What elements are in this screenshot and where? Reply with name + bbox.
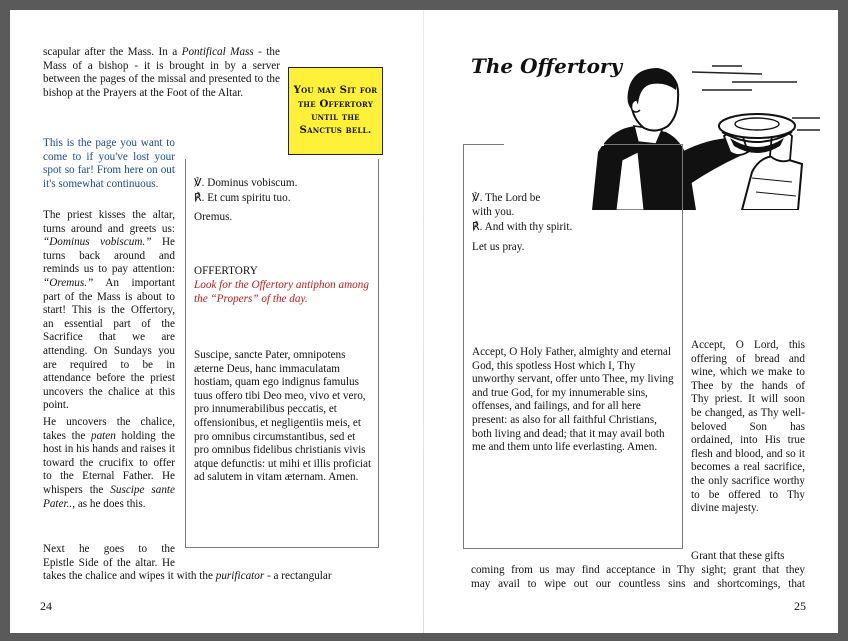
uncovers-chalice-paragraph: He uncovers the chalice, takes the paten holding the host in his hands and raises it toward the crucifix to offer to the Eternal Father. He whispers the Suscipe sante Pater.., as he does this. [43,416,175,510]
left-page [10,10,424,633]
page-number-left: 24 [40,599,52,613]
grant-line-3: may avail to wipe out our countless sins and shortcomings, that [471,578,805,590]
right-page [424,10,838,633]
purificator-line: takes the chalice and wipes it with the purificator - a rectangular [43,570,332,582]
accept-o-lord-prayer: Accept, O Lord, this offering of bread and wine, which we make to Thee by the hands of Thy priest. It will soon be changed, as Thy well-beloved Son has ordained, into His true flesh and blood, and so it becomes a real sacrifice, the only sacrifice worthy to be offered to Thy divine majesty. [691,339,805,515]
latin-versicle: ℣. Dominus vobiscum. [194,177,298,189]
page-title: The Offertory [471,54,623,78]
sleeve-right [742,156,802,210]
english-versicle: ℣. The Lord be with you. [472,192,541,218]
host [735,118,779,130]
lost-spot-note: This is the page you want to come to if you've lost your spot so far! From here on out it's somewhat continuous. [43,137,175,190]
english-response: ℟. And with thy spirit. [472,221,573,233]
offertory-heading: OFFERTORY [194,265,258,277]
frame-notch [504,143,604,146]
priest-greets-paragraph: The priest kisses the altar, turns around and greets us: “Dominus vobiscum.” He turns back around and reminds us to pay attention: “Oremus.” An important part of the Mass is about to start! This is the Offertory, an essential part of the Sacrifice that we are attending. On Sundays you are required to be in attendance before the priest uncovers the chalice at this point. [43,209,175,412]
book-spread [10,10,838,633]
accept-holy-father-prayer: Accept, O Holy Father, almighty and eternal God, this spotless Host which I, Thy unworthy servant, offer unto Thee, my living and true God, for my innumerable sins, offenses, and failings, and for all here present: as also for all faithful Christians, both living and dead; that it may avail both me and them unto life everlasting. Amen. [472,346,674,454]
latin-oremus: Oremus. [194,211,233,223]
grant-line-1: Grant that these gifts [691,550,785,562]
suscipe-latin: Suscipe, sancte Pater, omnipotens æterne Deus, hanc immaculatam hostiam, quam ego indignus famulus tuus offero tibi Deo meo, vivo et vero, pro innumerabilibus peccatis, et offensionibus, et negligentiis meis, et pro omnibus circumstantibus, sed et pro omnibus fidelibus christianis vivis atque defunctis: ut mihi et illis proficiat ad salutem in vitam æternam. Amen. [194,349,372,484]
sit-note-sticky [288,67,383,155]
page-number-right: 25 [794,599,806,613]
offertory-antiphon-note: Look for the Offertory antiphon among the “Propers” of the day. [194,279,369,305]
sticky-note-text: You may Sit for the Offertory until the Sanctus bell. [293,84,378,137]
grant-line-2: coming from us may find acceptance in Thy sight; grant that they [471,564,805,576]
latin-response: ℟. Et cum spiritu tuo. [194,192,291,204]
english-let-us-pray: Let us pray. [472,241,525,253]
intro-paragraph: scapular after the Mass. In a Pontifical Mass - the Mass of a bishop - it is brought in by a server between the pages of the missal and presented to the bishop at the Prayers at the Foot of the Altar. [43,46,280,99]
epistle-line-1: Next he goes to the [43,543,175,555]
epistle-line-2: Epistle Side of the altar. He [43,557,175,569]
